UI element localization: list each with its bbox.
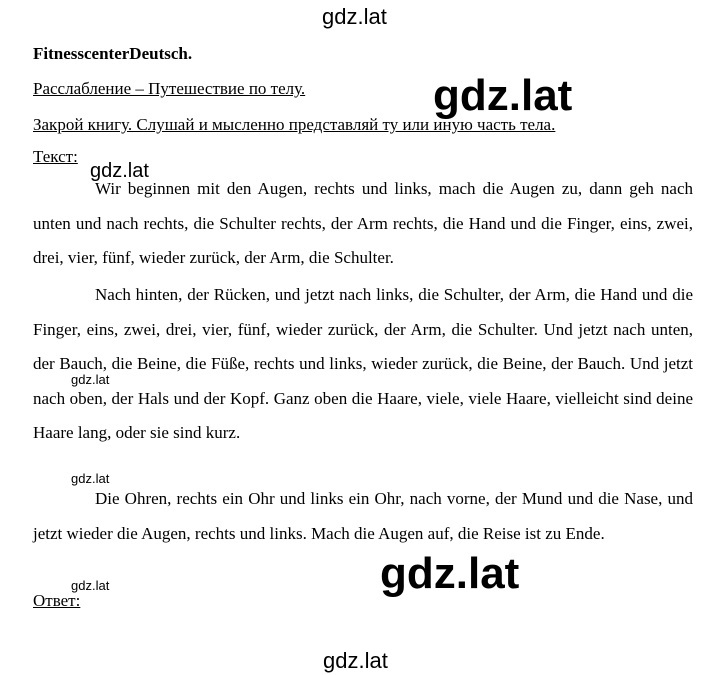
watermark-large-upper: gdz.lat <box>433 71 573 120</box>
exercise-instruction: Закрой книгу. Слушай и мысленно представляй ту или иную часть тела. <box>33 115 556 134</box>
watermark-tiny-1: gdz.lat <box>71 372 110 387</box>
watermark-tiny-2: gdz.lat <box>71 471 110 486</box>
watermark-small-left: gdz.lat <box>90 160 149 182</box>
watermark-top: gdz.lat <box>322 4 387 29</box>
exercise-heading: Расслабление – Путешествие по телу. <box>33 79 306 98</box>
paragraph-1: Wir beginnen mit den Augen, rechts und links, mach die Augen zu, dann geh nach unten und nach rechts, die Schulter rechts, der Arm rechts, die Hand und die Finger, eins, zwei, drei, vier, fünf, wieder zurück, der Arm, die Schulter. <box>33 179 693 267</box>
text-label: Текст: <box>33 147 78 166</box>
paragraph-2: Nach hinten, der Rücken, und jetzt nach links, die Schulter, der Arm, die Hand und die Finger, eins, zwei, drei, vier, fünf, wieder zurück, der Arm, die Schulter. Und jetzt nach unten, der Bauch, die Beine, die Füße, rechts und links, wieder zurück, die Beine, der Bauch. Und jetzt nach oben, der Hals und der Kopf. Ganz oben die Haare, viele, viele Haare, vielleicht sind deine Haare lang, oder sie sind kurz. <box>33 285 693 442</box>
answer-label: Ответ: <box>33 591 81 610</box>
paragraph-3: Die Ohren, rechts ein Ohr und links ein Ohr, nach vorne, der Mund und die Nase, und jetzt wieder die Augen, rechts und links. Mach die Augen auf, die Reise ist zu Ende. <box>33 489 693 543</box>
watermark-large-lower: gdz.lat <box>380 549 520 598</box>
page-title: FitnesscenterDeutsch. <box>33 44 193 63</box>
watermark-bottom: gdz.lat <box>323 648 388 673</box>
watermark-tiny-3: gdz.lat <box>71 578 110 593</box>
